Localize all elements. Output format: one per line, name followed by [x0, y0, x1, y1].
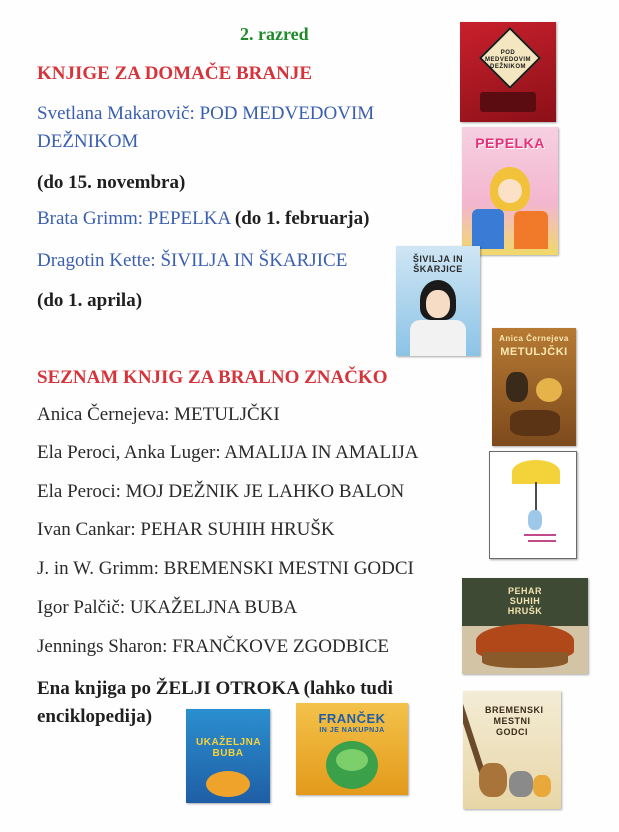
grade-title: 2. razred [240, 24, 309, 44]
book-cover-pepelka [462, 127, 558, 255]
badge-list-note-line2: enciklopedija) [37, 706, 153, 727]
book-cover-moj-deznik [489, 451, 577, 559]
home-reading-item-1-line1: Svetlana Makarovič: POD MEDVEDOVIM [37, 103, 375, 124]
home-reading-item-2-deadline: (do 1. februarja) [234, 208, 370, 229]
book-cover-sivilja-in-skarjice [396, 246, 480, 356]
badge-list-item-3: Ela Peroci: MOJ DEŽNIK JE LAHKO BALON [37, 481, 405, 502]
cover-title-bremenski: BREMENSKI MESTNI GODCI [485, 705, 544, 737]
badge-list-heading: SEZNAM KNJIG ZA BRALNO ZNAČKO [37, 367, 388, 388]
cover-title-pehar: PEHAR SUHIH HRUŠK [507, 586, 543, 616]
home-reading-item-2 [37, 208, 369, 230]
cover-title-pepelka: PEPELKA [475, 135, 545, 151]
book-cover-franckove-zgodbice [296, 703, 408, 795]
book-cover-ukazeljna-buba [186, 709, 270, 803]
cover-title-pod-medvedovim: POD MEDVEDOVIM DEŽNIKOM [484, 50, 531, 70]
home-reading-item-1-deadline: (do 15. novembra) [37, 172, 186, 193]
badge-list-note-line1: Ena knjiga po ŽELJI OTROKA (lahko tudi [37, 678, 393, 699]
cover-title-ukazeljna: UKAŽELJNA BUBA [196, 737, 262, 759]
book-cover-bremenski-mestni-godci [463, 691, 561, 809]
home-reading-item-1-line2: DEŽNIKOM [37, 131, 139, 152]
home-reading-item-2-title: Brata Grimm: PEPELKA [37, 208, 231, 229]
badge-list-item-1: Anica Černejeva: METULJČKI [37, 404, 280, 425]
home-reading-item-3-deadline: (do 1. aprila) [37, 290, 143, 311]
cover-title-francek: FRANČEK [318, 711, 386, 726]
book-cover-pehar-suhih-hrusk [462, 578, 588, 674]
badge-list-item-2: Ela Peroci, Anka Luger: AMALIJA IN AMALIJA [37, 442, 419, 463]
book-cover-metuljcki [492, 328, 576, 446]
cover-title-metuljcki: METULJČKI [500, 346, 568, 358]
book-cover-pod-medvedovim-deznikom [460, 22, 556, 122]
badge-list-item-7: Jennings Sharon: FRANČKOVE ZGODBICE [37, 636, 390, 657]
cover-subtitle-francek: IN JE NAKUPNJA [319, 727, 385, 734]
badge-list-item-6: Igor Palčič: UKAŽELJNA BUBA [37, 597, 298, 618]
badge-list-item-4: Ivan Cankar: PEHAR SUHIH HRUŠK [37, 519, 335, 540]
cover-title-sivilja: ŠIVILJA IN ŠKARJICE [412, 254, 464, 274]
home-reading-item-3-title: Dragotin Kette: ŠIVILJA IN ŠKARJICE [37, 250, 348, 271]
badge-list-item-5: J. in W. Grimm: BREMENSKI MESTNI GODCI [37, 558, 414, 579]
cover-author-metuljcki: Anica Černejeva [499, 334, 569, 343]
home-reading-heading: KNJIGE ZA DOMAČE BRANJE [37, 63, 312, 84]
